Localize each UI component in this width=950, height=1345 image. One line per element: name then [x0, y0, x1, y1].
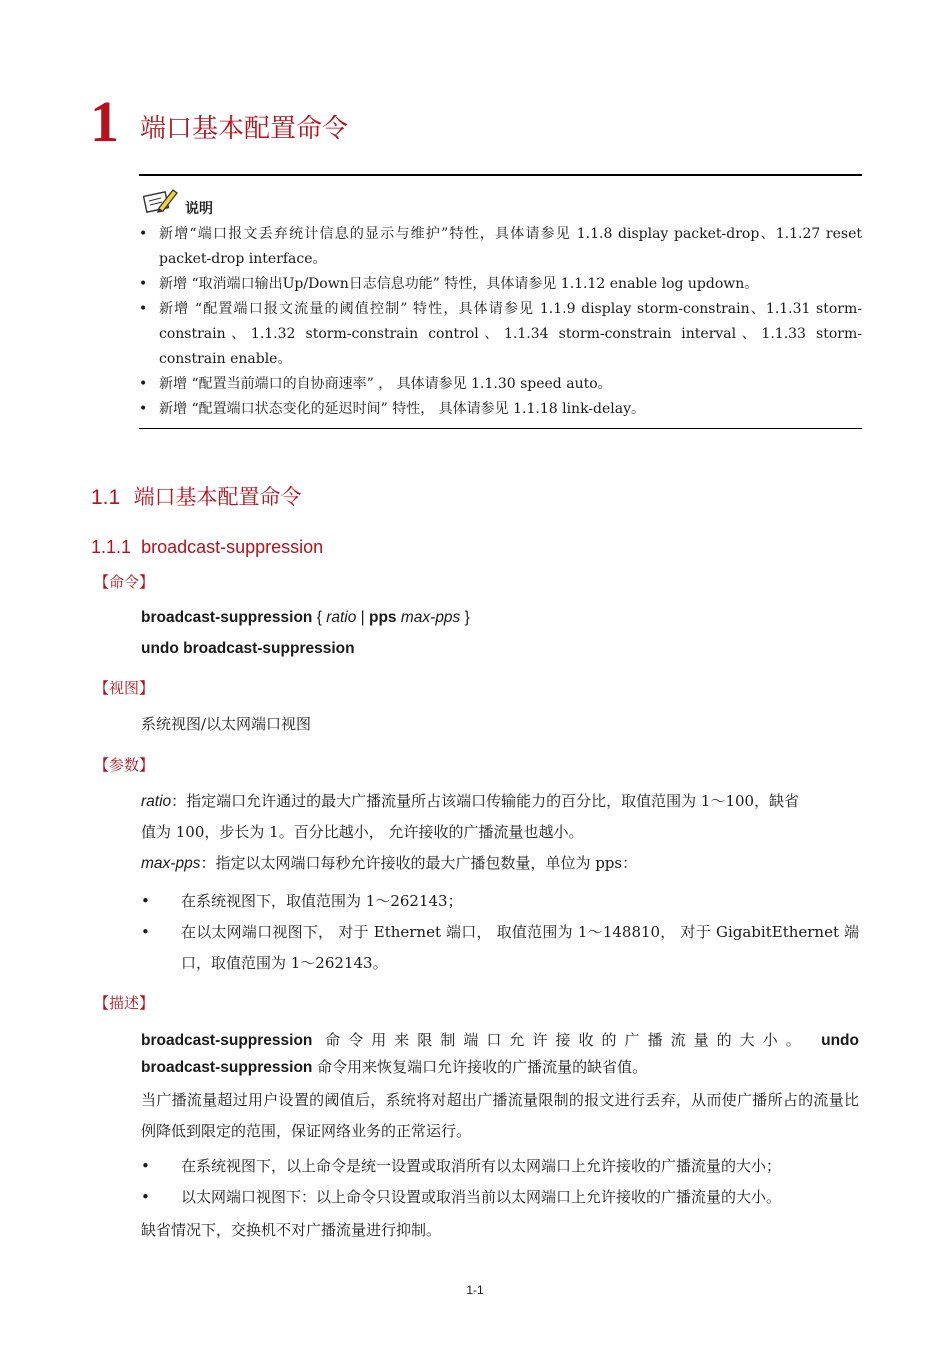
view-text: 系统视图/以太网端口视图 — [141, 715, 312, 733]
param-bullet — [141, 917, 859, 979]
note-label: 说明 — [185, 201, 213, 217]
desc-cmd-2: broadcast-suppression — [141, 1059, 313, 1076]
command-syntax — [141, 606, 859, 630]
command-keyword: broadcast-suppression — [141, 609, 313, 626]
bullet-dot: • — [141, 923, 150, 941]
desc-paragraph-1 — [141, 1025, 859, 1083]
label-command: 【命令】 — [94, 573, 155, 591]
bullet-dot: • — [141, 892, 150, 910]
desc-text-1: 命令用来限制端口允许接收的广播流量的大小。 — [312, 1031, 809, 1049]
param-bullet — [141, 886, 859, 917]
command-separator: | — [356, 609, 369, 626]
note-list — [139, 222, 862, 422]
note-pencil-icon — [143, 186, 179, 216]
param-ratio — [141, 786, 859, 848]
note-item: • 新增“端口报文丢弃统计信息的显示与维护”特性，具体请参见 1.1.8 display packet-drop、1.1.27 reset packet-drop interface。 — [139, 222, 862, 272]
desc-bullet — [141, 1182, 859, 1213]
param-maxpps-desc: ：指定以太网端口每秒允许接收的最大广播包数量，单位为 pps： — [200, 854, 638, 872]
desc-bullet — [141, 1151, 859, 1182]
note-item: • 新增 “配置当前端口的自协商速率” ， 具体请参见 1.1.30 speed auto。 — [139, 372, 862, 397]
param-ratio-name: ratio — [141, 793, 172, 810]
command-arg-maxpps: max-pps — [396, 609, 461, 626]
section-title: 端口基本配置命令 — [133, 485, 302, 509]
chapter-title: 端口基本配置命令 — [140, 114, 349, 144]
desc-bullet-text: 在系统视图下，以上命令是统一设置或取消所有以太网端口上允许接收的广播流量的大小； — [181, 1157, 782, 1175]
note-item: • 新增 “配置端口状态变化的延迟时间” 特性， 具体请参见 1.1.18 link-delay。 — [139, 397, 862, 422]
chapter-rule — [139, 174, 862, 176]
param-bullet-text: 在以太网端口视图下， 对于 Ethernet 端口， 取值范围为 1～148810， 对于 GigabitEthernet 端口，取值范围为 1～262143。 — [181, 923, 859, 972]
desc-line-2 — [141, 1052, 859, 1083]
note-item: • 新增 “取消端口输出Up/Down日志信息功能” 特性，具体请参见 1.1.12 enable log updown。 — [139, 272, 862, 297]
desc-cmd-1: broadcast-suppression — [141, 1032, 313, 1049]
command-brace-open: { — [312, 609, 327, 626]
desc-paragraph-3: 缺省情况下，交换机不对广播流量进行抑制。 — [141, 1221, 442, 1239]
page-number: 1-1 — [466, 1283, 484, 1297]
param-bullet-text: 在系统视图下，取值范围为 1～262143； — [181, 892, 463, 910]
label-view: 【视图】 — [94, 679, 155, 697]
label-params: 【参数】 — [94, 756, 155, 774]
chapter-number: 1 — [90, 89, 119, 154]
subsection-title: broadcast-suppression — [141, 537, 324, 557]
bullet-dot: • — [141, 1157, 150, 1175]
bullet-dot: • — [141, 1188, 150, 1206]
param-maxpps — [141, 848, 859, 879]
subsection-heading — [91, 535, 323, 559]
subsection-number: 1.1.1 — [91, 537, 132, 557]
desc-bullet-text: 以太网端口视图下：以上命令只设置或取消当前以太网端口上允许接收的广播流量的大小。 — [181, 1188, 782, 1206]
command-undo: undo broadcast-suppression — [141, 640, 355, 657]
label-desc: 【描述】 — [94, 994, 155, 1012]
section-number: 1.1 — [91, 486, 121, 509]
command-keyword-pps: pps — [369, 609, 397, 626]
command-brace-close: } — [460, 609, 470, 626]
desc-undo: undo — [808, 1032, 859, 1049]
command-arg-ratio: ratio — [326, 609, 357, 626]
desc-text-2: 命令用来恢复端口允许接收的广播流量的缺省值。 — [312, 1058, 648, 1076]
note-rule — [139, 428, 862, 429]
param-ratio-desc-2: 值为 100，步长为 1。百分比越小， 允许接收的广播流量也越小。 — [141, 823, 584, 841]
param-ratio-desc-1: ：指定端口允许通过的最大广播流量所占该端口传输能力的百分比，取值范围为 1～100，缺省 — [171, 792, 800, 810]
param-maxpps-name: max-pps — [141, 855, 201, 872]
note-item: • 新增 “配置端口报文流量的阈值控制” 特性，具体请参见 1.1.9 display storm-constrain、1.1.31 storm-constrain、1.1.32 storm-constrain control、1.1.34 storm-constrain interval、1.1.33 storm-constrain enable。 — [139, 297, 862, 372]
desc-paragraph-2: 当广播流量超过用户设置的阈值后，系统将对超出广播流量限制的报文进行丢弃，从而使广播所占的流量比例降低到限定的范围，保证网络业务的正常运行。 — [141, 1091, 859, 1140]
section-heading — [91, 483, 302, 512]
